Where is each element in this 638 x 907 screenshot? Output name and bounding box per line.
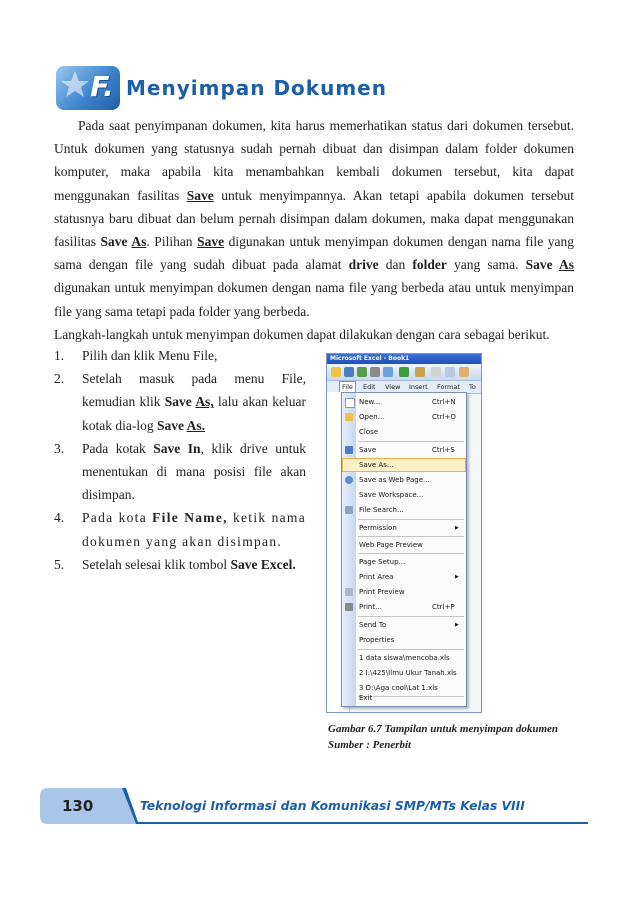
menu-separator <box>358 553 464 554</box>
caption-source: Sumber : Penerbit <box>328 739 412 751</box>
section-badge <box>56 66 120 110</box>
print-preview-icon <box>345 588 353 596</box>
menu-item-print-preview[interactable]: Print Preview <box>342 585 466 599</box>
copy-icon[interactable] <box>445 367 455 377</box>
menu-separator <box>358 616 464 617</box>
submenu-arrow-icon: ▶ <box>455 525 459 531</box>
open-folder-icon <box>345 413 353 421</box>
body-text <box>54 114 574 346</box>
section-letter: F. <box>90 70 114 103</box>
intro-paragraph: Pada saat penyimpanan dokumen, kita harus memerhatikan status dari dokumen tersebut. Untuk dokumen yang statusnya sudah pernah dibuat dan disimpan dalam folder dokumen komputer, maka apabila kita menambahkan kembali dokumen tersebut, kita dapat menggunakan fasilitas Save untuk menyimpannya. Akan tetapi apabila dokumen tersebut statusnya baru dibuat dan belum pernah disimpan dalam dokumen, maka dapat menggunakan fasilitas Save As. Pilihan Save digunakan untuk menyimpan dokumen dengan nama file yang sama dengan file yang sudah dibuat pada alamat drive dan folder yang sama. Save As digunakan untuk menyimpan dokumen dengan nama file yang berbeda atau untuk menyimpan file yang sama tetapi pada folder yang berbeda. <box>54 118 575 319</box>
menu-item-print[interactable]: Print... Ctrl+P <box>342 600 466 614</box>
figure-caption <box>328 721 588 753</box>
menu-tools[interactable]: To <box>469 383 476 391</box>
menu-format[interactable]: Format <box>437 383 460 391</box>
open-folder-icon[interactable] <box>331 367 341 377</box>
menu-item-save-as[interactable]: Save As... <box>342 458 466 472</box>
search-icon <box>345 506 353 514</box>
menu-item-close[interactable]: Close <box>359 428 379 436</box>
menu-item-save-as-web-page[interactable]: Save as Web Page... <box>342 473 466 487</box>
submenu-arrow-icon: ▶ <box>455 574 459 580</box>
file-menu-dropdown <box>341 392 467 707</box>
list-item: 3. Pada kotak Save In, klik drive untuk menentukan di mana posisi file akan disimpan. <box>54 440 306 503</box>
research-icon[interactable] <box>415 367 425 377</box>
section-heading <box>56 66 476 114</box>
print-preview-icon[interactable] <box>383 367 393 377</box>
menu-item-save[interactable]: Save Ctrl+S <box>342 443 466 457</box>
menu-view[interactable]: View <box>385 383 401 391</box>
menu-item-file-search[interactable]: File Search... <box>342 503 466 517</box>
menu-separator <box>358 519 464 520</box>
menu-item-print-area[interactable]: Print Area ▶ <box>342 570 466 584</box>
menu-item-open[interactable]: Open... Ctrl+O <box>342 410 466 424</box>
menu-item-new[interactable]: New... Ctrl+N <box>342 395 466 409</box>
menu-separator <box>358 441 464 442</box>
window-titlebar: Microsoft Excel - Book1 <box>327 354 481 364</box>
menu-item-page-setup[interactable]: Page Setup... <box>359 558 406 566</box>
menu-item-recent-file-2[interactable]: 2 I:\425\Ilmu Ukur Tanah.xls <box>359 669 457 677</box>
menu-separator <box>358 649 464 650</box>
submenu-arrow-icon: ▶ <box>455 622 459 628</box>
menu-item-permission[interactable]: Permission ▶ <box>342 521 466 535</box>
web-page-icon <box>345 476 353 484</box>
section-title: Menyimpan Dokumen <box>126 76 387 100</box>
menu-item-exit[interactable]: Exit <box>359 694 373 702</box>
print-icon <box>345 603 353 611</box>
page-footer <box>40 788 588 824</box>
list-item: 2. Setelah masuk pada menu File, kemudian klik Save As, lalu akan keluar kotak dia-log Save As. <box>54 371 306 433</box>
menu-item-properties[interactable]: Properties <box>359 636 395 644</box>
steps-intro: Langkah-langkah untuk menyimpan dokumen dapat dilakukan dengan cara sebagai berikut. <box>54 326 550 342</box>
caption-title: Gambar 6.7 Tampilan untuk menyimpan dokumen <box>328 723 559 735</box>
toolbar <box>327 364 481 381</box>
save-icon <box>345 446 353 454</box>
menu-item-send-to[interactable]: Send To ▶ <box>342 618 466 632</box>
menu-item-save-workspace[interactable]: Save Workspace... <box>359 491 424 499</box>
excel-menu-screenshot <box>326 353 482 713</box>
menu-separator <box>358 536 464 537</box>
permission-icon[interactable] <box>357 367 367 377</box>
list-item: 5. Setelah selesai klik tombol Save Excel. <box>54 556 296 572</box>
spelling-icon[interactable] <box>399 367 409 377</box>
menu-item-web-page-preview[interactable]: Web Page Preview <box>359 541 423 549</box>
menu-insert[interactable]: Insert <box>409 383 428 391</box>
new-document-icon <box>345 398 355 408</box>
page-number: 130 <box>62 797 94 815</box>
menu-edit[interactable]: Edit <box>363 383 376 391</box>
list-item: 4. Pada kota File Name, ketik nama dokumen yang akan disimpan. <box>54 510 306 549</box>
footer-title: Teknologi Informasi dan Komunikasi SMP/MTs Kelas VIII <box>140 799 525 813</box>
paste-icon[interactable] <box>459 367 469 377</box>
menu-file[interactable]: File <box>339 381 356 392</box>
menu-item-recent-file-1[interactable]: 1 data siswa\mencoba.xls <box>359 654 450 662</box>
steps-list <box>54 344 306 576</box>
list-item: 1. Pilih dan klik Menu File, <box>54 348 218 363</box>
menu-item-recent-file-3[interactable]: 3 D:\Aga cool\Lat 1.xls <box>359 684 438 692</box>
save-icon[interactable] <box>344 367 354 377</box>
print-icon[interactable] <box>370 367 380 377</box>
cut-icon[interactable] <box>431 367 441 377</box>
star-icon <box>58 68 92 102</box>
